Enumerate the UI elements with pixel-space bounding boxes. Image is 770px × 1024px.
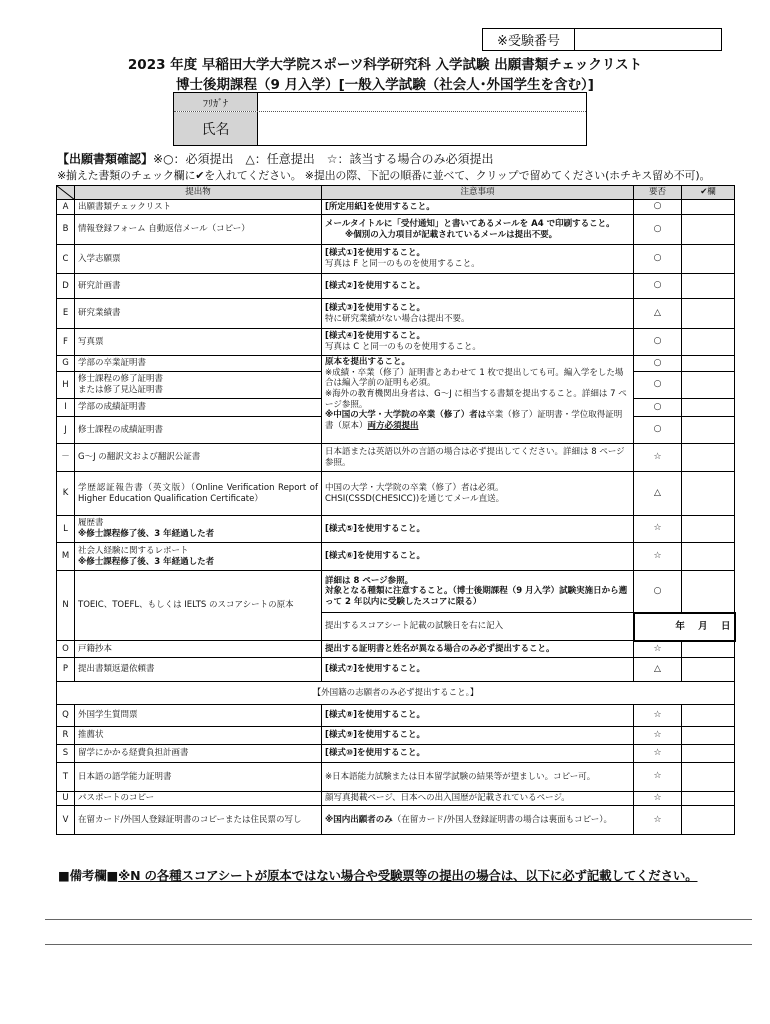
row-note-line: メールタイトルに「受付通知」と書いてあるメールを A4 で印刷すること。 [325, 218, 615, 229]
row-note-line: ※成績・卒業（修了）証明書とあわせて 1 枚で提出しても可。編入学をした場合は編入学前の証明も必須。 [325, 367, 624, 389]
row-note: 顔写真掲載ページ、日本への出入国歴が記載されているページ。 [322, 792, 634, 806]
table-row [57, 356, 735, 372]
row-note: [様式⑨]を使用すること。 [322, 727, 634, 745]
check-cell[interactable] [682, 727, 735, 745]
exam-number-label: ※受験番号 [483, 29, 575, 50]
row-note [322, 329, 634, 356]
row-note: [様式⑦]を使用すること。 [322, 658, 634, 682]
table-row [57, 705, 735, 727]
table-header-row [57, 186, 735, 200]
furigana-label: ﾌﾘｶﾞﾅ [174, 93, 258, 111]
row-note [322, 215, 634, 245]
check-cell[interactable] [682, 444, 735, 472]
row-note: [様式⑩]を使用すること。 [322, 745, 634, 763]
table-row [57, 516, 735, 543]
row-req: ☆ [634, 516, 682, 543]
remarks-label: ■備考欄■ [58, 868, 119, 883]
table-row [57, 274, 735, 299]
row-note: [様式⑥]を使用すること。 [322, 543, 634, 571]
row-req: ○ [634, 571, 682, 613]
exam-number-box [482, 28, 722, 51]
header-req: 要否 [634, 186, 682, 200]
row-note: ※日本語能力試験または日本留学試験の結果等が望ましい。コピー可。 [322, 763, 634, 792]
row-doc: 修士課程の修了証明書 または修了見込証明書 [75, 372, 322, 399]
legend-title: 【出願書類確認】 [57, 152, 154, 166]
remarks-text: ※N の各種スコアシートが原本ではない場合や受験票等の提出の場合は、以下に必ず記載してください。 [118, 868, 698, 883]
name-field[interactable] [258, 112, 586, 145]
row-doc: 履歴書 ※修士課程修了後、3 年経過した者 [75, 516, 322, 543]
table-row [57, 792, 735, 806]
table-row [57, 444, 735, 472]
header-check: ✔欄 [682, 186, 735, 200]
check-cell[interactable] [682, 299, 735, 329]
check-cell[interactable] [682, 792, 735, 806]
row-id: D [57, 274, 75, 299]
row-id: J [57, 417, 75, 444]
row-note-line: 特に研究業績がない場合は提出不要。 [325, 313, 470, 324]
row-note-line: [様式④]を使用すること。 [325, 331, 425, 342]
remarks-heading [58, 866, 698, 884]
row-note: 提出するスコアシート記載の試験日を右に記入 [322, 613, 634, 641]
row-doc: 出願書類チェックリスト [75, 200, 322, 215]
row-id: T [57, 763, 75, 792]
table-row [57, 571, 735, 613]
check-cell[interactable] [682, 516, 735, 543]
row-doc: 在留カード/外国人登録証明書のコピーまたは住民票の写し [75, 806, 322, 835]
row-note-line: 写真は C と同一のものを使用すること。 [325, 342, 481, 352]
legend [57, 150, 494, 167]
check-cell[interactable] [682, 274, 735, 299]
row-note-line: 写真は F と同一のものを使用すること。 [325, 259, 480, 269]
row-id: F [57, 329, 75, 356]
row-req: ☆ [634, 745, 682, 763]
row-req: △ [634, 299, 682, 329]
check-cell[interactable] [682, 200, 735, 215]
row-note: [様式②]を使用すること。 [322, 274, 634, 299]
row-doc: 研究業績書 [75, 299, 322, 329]
row-doc: 学歴認証報告書（英文版）（Online Verification Report of Higher Education Qualification Certificate） [75, 472, 322, 516]
row-note: 日本語または英語以外の言語の場合は必ず提出してください。詳細は 8 ページ参照。 [322, 444, 634, 472]
row-id: H [57, 372, 75, 399]
page-title: 2023 年度 早稲田大学大学院スポーツ科学研究科 入学試験 出願書類チェックリスト [127, 57, 643, 73]
row-doc: 推薦状 [75, 727, 322, 745]
row-id: K [57, 472, 75, 516]
row-note: 詳細は 8 ページ参照。 対象となる種類に注意すること。（博士後期課程（9 月入学）試験実施日から遡って 2 年以内に受験したスコアに限る） [322, 571, 634, 613]
row-doc: 修士課程の成績証明書 [75, 417, 322, 444]
row-id: G [57, 356, 75, 372]
check-cell[interactable] [682, 543, 735, 571]
row-id: N [57, 571, 75, 641]
row-note-line: ※中国の大学・大学院の卒業（修了）者は卒業（修了）証明書・学位取得証明書（原本）両方必須提出 [325, 410, 623, 431]
check-cell[interactable] [682, 417, 735, 444]
row-note: [様式⑧]を使用すること。 [322, 705, 634, 727]
row-req: ○ [634, 200, 682, 215]
row-doc: 学部の成績証明書 [75, 399, 322, 417]
table-row [57, 641, 735, 658]
table-row [57, 299, 735, 329]
check-cell[interactable] [682, 806, 735, 835]
check-cell[interactable] [682, 472, 735, 516]
section-foreign-label: 【外国籍の志願者のみ必ず提出すること。】 [57, 682, 735, 705]
header-corner [57, 186, 75, 200]
row-id: I [57, 399, 75, 417]
row-id: S [57, 745, 75, 763]
check-cell[interactable] [682, 356, 735, 372]
table-row [57, 472, 735, 516]
row-note-line: [様式①]を使用すること。 [325, 248, 425, 259]
section-row [57, 682, 735, 705]
table-row [57, 543, 735, 571]
remarks-line[interactable] [45, 944, 752, 945]
instruction-text: ※揃えた書類のチェック欄に✔を入れてください。 ※提出の際、下記の順番に並べて、クリップで留めてください(ホチキス留め不可)。 [57, 169, 711, 182]
row-note-line: 原本を提出すること。 [325, 357, 411, 367]
row-id: E [57, 299, 75, 329]
row-doc: 研究計画書 [75, 274, 322, 299]
table-row [57, 245, 735, 274]
table-row [57, 727, 735, 745]
row-doc: TOEIC、TOEFL、もしくは IELTS のスコアシートの原本 [75, 571, 322, 641]
diagonal-line-icon [57, 186, 75, 200]
row-note-line: [様式③]を使用すること。 [325, 302, 425, 313]
row-id: M [57, 543, 75, 571]
row-note: 中国の大学・大学院の卒業（修了）者は必須。 CHSI(CSSD(CHESICC))を通じてメール直送。 [322, 472, 634, 516]
check-cell[interactable] [682, 658, 735, 682]
check-cell[interactable] [682, 329, 735, 356]
checklist-table [56, 185, 736, 835]
check-cell[interactable] [682, 641, 735, 658]
row-req: △ [634, 472, 682, 516]
table-row [57, 745, 735, 763]
row-req: ○ [634, 274, 682, 299]
row-req: ○ [634, 329, 682, 356]
row-doc: 入学志願票 [75, 245, 322, 274]
row-doc: パスポートのコピー [75, 792, 322, 806]
row-note-line: ※個別の入力項目が記載されているメールは提出不要。 [345, 229, 558, 240]
row-doc: 学部の卒業証明書 [75, 356, 322, 372]
row-req: ○ [634, 215, 682, 245]
table-row [57, 806, 735, 835]
table-row [57, 658, 735, 682]
table-row [57, 763, 735, 792]
row-note-line: ※海外の教育機関出身者は、G～J に相当する書類を提出すること。詳細は 7 ページ参照。 [325, 388, 627, 410]
exam-number-field[interactable] [575, 29, 721, 50]
row-req: △ [634, 658, 682, 682]
row-req: ☆ [634, 705, 682, 727]
row-note: [様式⑤]を使用すること。 [322, 516, 634, 543]
check-cell[interactable] [682, 705, 735, 727]
row-doc: 社会人経験に関するレポート ※修士課程修了後、3 年経過した者 [75, 543, 322, 571]
row-id: V [57, 806, 75, 835]
row-id: － [57, 444, 75, 472]
row-note: [所定用紙]を使用すること。 [322, 200, 634, 215]
row-req: ☆ [634, 806, 682, 835]
row-req: ○ [634, 399, 682, 417]
row-doc: 写真票 [75, 329, 322, 356]
check-cell[interactable] [682, 245, 735, 274]
row-req: ○ [634, 356, 682, 372]
row-id: P [57, 658, 75, 682]
row-req: ☆ [634, 792, 682, 806]
row-id: O [57, 641, 75, 658]
row-req: ☆ [634, 543, 682, 571]
row-id: L [57, 516, 75, 543]
row-doc: G～J の翻訳文および翻訳公証書 [75, 444, 322, 472]
page-subtitle: 博士後期課程（9 月入学）[一般入学試験（社会人･外国学生を含む）] [176, 77, 594, 93]
check-cell[interactable] [682, 215, 735, 245]
furigana-field[interactable] [258, 93, 586, 111]
row-id: U [57, 792, 75, 806]
row-doc: 留学にかかる経費負担計画書 [75, 745, 322, 763]
header-doc: 提出物 [75, 186, 322, 200]
row-note: 提出する証明書と姓名が異なる場合のみ必ず提出すること。 [322, 641, 634, 658]
remarks-line[interactable] [45, 919, 752, 920]
check-cell[interactable] [682, 745, 735, 763]
header-notes: 注意事項 [322, 186, 634, 200]
row-note: ※国内出願者のみ（在留カード/外国人登録証明書の場合は裏面もコピー）。 [322, 806, 634, 835]
row-doc: 提出書類返還依頼書 [75, 658, 322, 682]
row-req: ☆ [634, 641, 682, 658]
exam-date-field[interactable]: 年 月 日 [634, 613, 735, 641]
row-doc: 日本語の語学能力証明書 [75, 763, 322, 792]
row-req: ○ [634, 245, 682, 274]
table-row [57, 215, 735, 245]
row-id: C [57, 245, 75, 274]
row-doc: 戸籍抄本 [75, 641, 322, 658]
row-req: ○ [634, 417, 682, 444]
table-row [57, 200, 735, 215]
row-req: ○ [634, 372, 682, 399]
row-note [322, 299, 634, 329]
name-box [173, 92, 587, 146]
check-cell[interactable] [682, 763, 735, 792]
check-cell[interactable] [682, 372, 735, 399]
row-doc: 情報登録フォーム 自動返信メール（コピー） [75, 215, 322, 245]
check-cell[interactable] [682, 571, 735, 613]
row-req: ☆ [634, 727, 682, 745]
row-id: B [57, 215, 75, 245]
legend-text: ※○：必須提出 △：任意提出 ☆：該当する場合のみ必須提出 [153, 152, 494, 166]
check-cell[interactable] [682, 399, 735, 417]
row-id: R [57, 727, 75, 745]
row-note-merged [322, 356, 634, 444]
row-id: A [57, 200, 75, 215]
row-id: Q [57, 705, 75, 727]
row-note [322, 245, 634, 274]
row-doc: 外国学生質問票 [75, 705, 322, 727]
row-req: ☆ [634, 444, 682, 472]
table-row [57, 329, 735, 356]
row-req: ☆ [634, 763, 682, 792]
name-label: 氏名 [174, 112, 258, 145]
